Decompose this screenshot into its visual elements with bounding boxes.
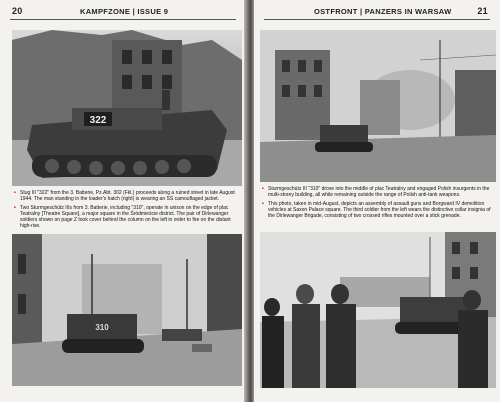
photo-saxon-palace-assembly <box>260 232 496 388</box>
page-number: 21 <box>477 6 488 16</box>
photo-stug-310-square <box>12 234 242 386</box>
left-captions <box>14 190 242 232</box>
running-head: KAMPFZONE | ISSUE 9 <box>80 7 169 16</box>
page-number: 20 <box>12 6 23 16</box>
caption-1: • Sturmgeschütz III "310" drove into the middle of plac Teatralny and engaged Polish insurgents in the multi-storey building, all while remaining outside the range of Polish anti-tank weapons. <box>262 186 490 199</box>
right-header <box>254 6 500 18</box>
right-page <box>254 0 500 402</box>
tank-number-322: 322 <box>89 115 107 126</box>
caption-2: • Two Sturmgeschütz IIIs from 3. Batterie, including "310", operate in unison on the edge of plac Teatralny [Theatre Square], a major square in the Śródmieście district. The pair of Dirlewanger soldiers shown on page Z took cover behind the column on the left in order to fire on the distant high-rise. <box>14 204 231 230</box>
photo-stug-theatre-square <box>260 30 496 182</box>
tank-number-310: 310 <box>95 323 109 332</box>
running-head: OSTFRONT | PANZERS IN WARSAW <box>314 7 452 16</box>
header-rule <box>264 19 490 20</box>
photo-stug-322 <box>12 30 242 186</box>
caption-1: • Stug III "322" from the 3. Batterie, Pz.Abt. 302 (Fkl.) proceeds along a ruined street in late August 1944. The man standing in the loader's hatch (right) is wearing an SS camouflaged jacket. <box>14 190 235 203</box>
left-page <box>0 0 246 402</box>
right-captions <box>262 186 496 221</box>
caption-2: • This photo, taken in mid-August, depicts an assembly of assault guns and Borgward IV demolition vehicles at Saxon Palace square. The third soldier from the left wears the distinctive collar insignia of the Dirlewanger Brigade, consisting of two crossed rifles mounted over a stick grenade. <box>262 200 491 220</box>
header-rule <box>10 19 236 20</box>
left-header <box>0 6 246 18</box>
